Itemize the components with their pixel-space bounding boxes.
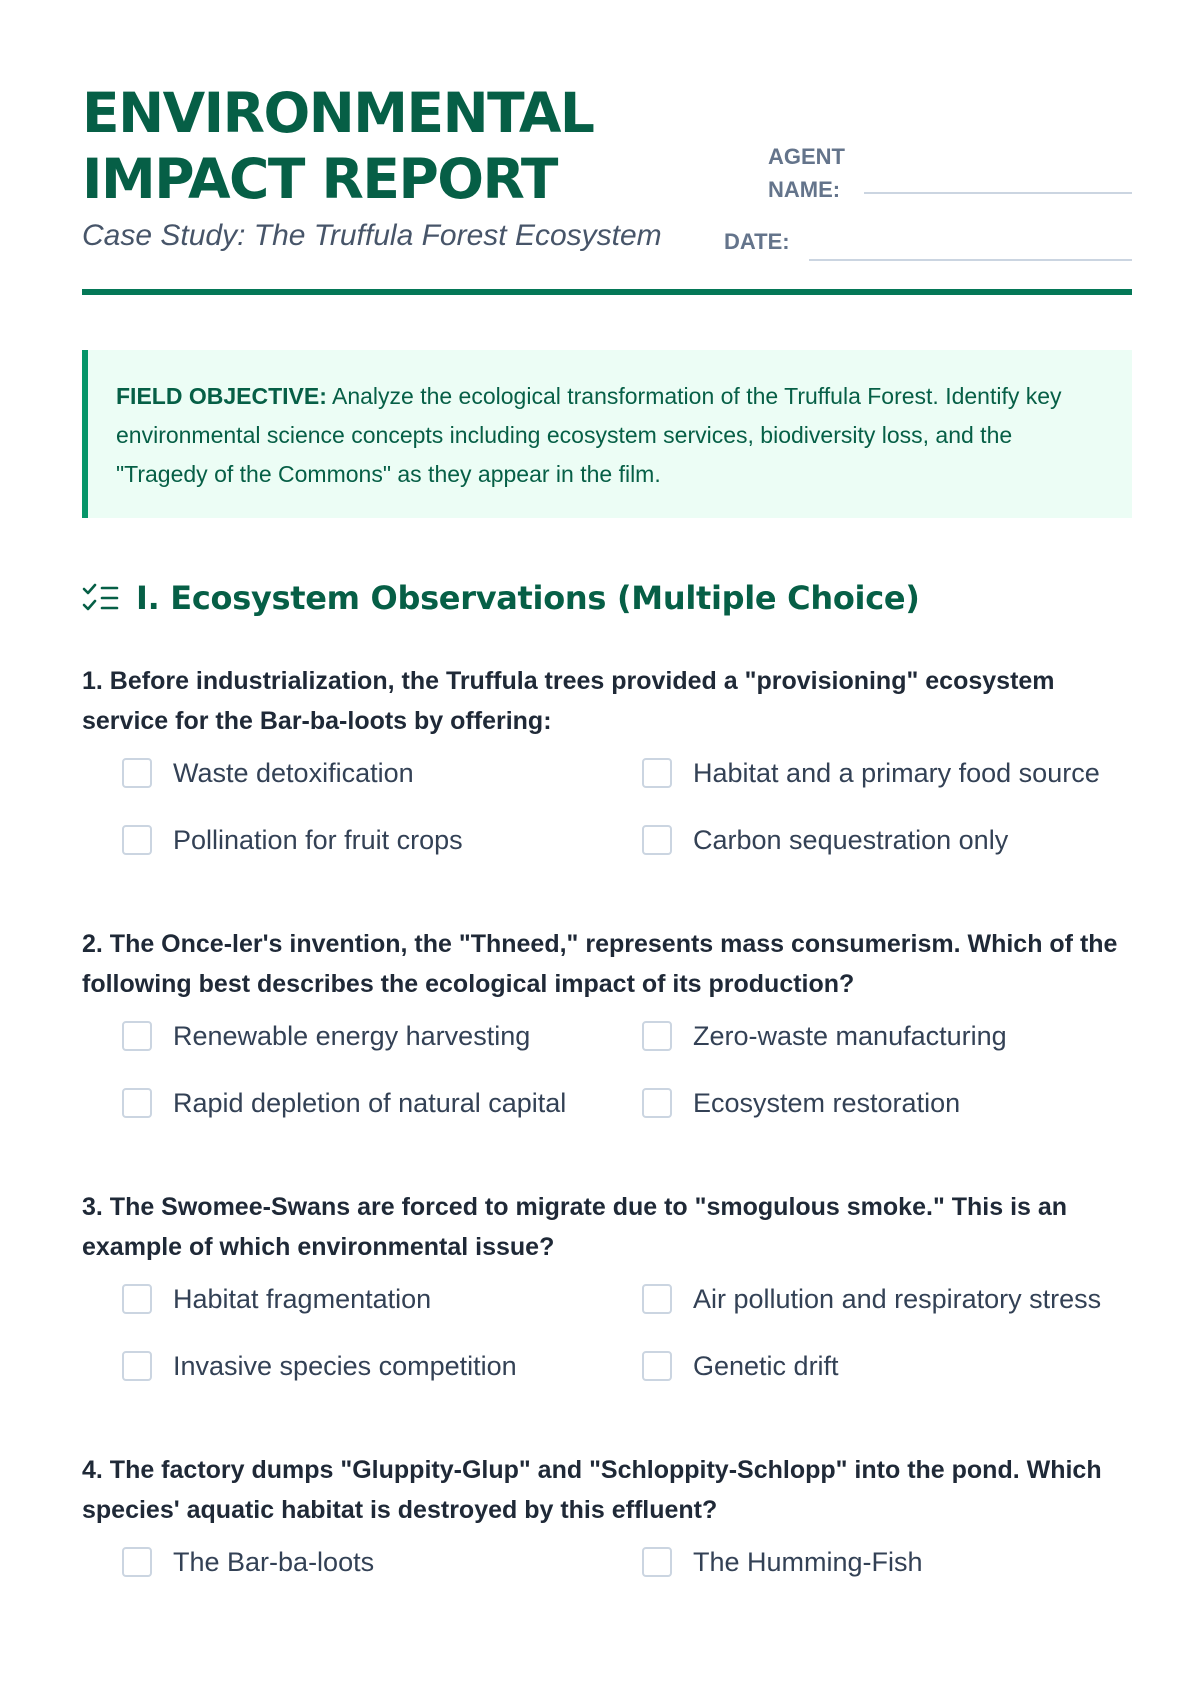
objective-text: Analyze the ecological transformation of the Truffula Forest. Identify key environmental science concepts including ecosystem services, biodiversity loss, and the "Tragedy of the Commons" as they appear in the film. bbox=[116, 383, 1062, 487]
checkbox[interactable] bbox=[122, 1284, 152, 1314]
option-label: Air pollution and respiratory stress bbox=[693, 1283, 1102, 1314]
option-label: Rapid depletion of natural capital bbox=[173, 1087, 567, 1118]
option-2a[interactable] bbox=[122, 1016, 530, 1056]
field-objective-box bbox=[82, 350, 1132, 518]
option-label: Zero-waste manufacturing bbox=[693, 1020, 1007, 1051]
checkbox[interactable] bbox=[642, 1351, 672, 1381]
option-label: Ecosystem restoration bbox=[693, 1087, 961, 1118]
agent-label-line-1: AGENT bbox=[768, 144, 845, 169]
option-3d[interactable] bbox=[642, 1346, 839, 1386]
option-1b[interactable] bbox=[642, 753, 1100, 793]
option-1a[interactable] bbox=[122, 753, 414, 793]
agent-name-field[interactable] bbox=[864, 192, 1132, 194]
objective-label: FIELD OBJECTIVE: bbox=[116, 383, 327, 409]
title-line-1: ENVIRONMENTAL bbox=[82, 81, 594, 145]
answer-options bbox=[82, 1279, 1142, 1419]
question-text: 2. The Once-ler's invention, the "Thneed," represents mass consumerism. Which of the following best describes the ecological impact of its production? bbox=[82, 930, 1118, 998]
option-3c[interactable] bbox=[122, 1346, 517, 1386]
option-2d[interactable] bbox=[642, 1083, 960, 1123]
report-title bbox=[82, 80, 593, 212]
checkbox[interactable] bbox=[122, 1021, 152, 1051]
option-label: The Bar-ba-loots bbox=[173, 1546, 375, 1577]
question-text: 3. The Swomee-Swans are forced to migrate due to "smogulous smoke." This is an example of which environmental issue? bbox=[82, 1193, 1068, 1261]
checkbox[interactable] bbox=[642, 1547, 672, 1577]
checkbox[interactable] bbox=[122, 758, 152, 788]
question-text: 4. The factory dumps "Gluppity-Glup" and "Schloppity-Schlopp" into the pond. Which species' aquatic habitat is destroyed by this effluent? bbox=[82, 1456, 1102, 1524]
checkbox[interactable] bbox=[642, 758, 672, 788]
option-1c[interactable] bbox=[122, 820, 463, 860]
option-3a[interactable] bbox=[122, 1279, 431, 1319]
header-divider bbox=[82, 289, 1132, 295]
option-label: The Humming-Fish bbox=[693, 1546, 923, 1577]
question-2 bbox=[82, 924, 1142, 1156]
checkbox[interactable] bbox=[122, 1088, 152, 1118]
agent-label-line-2: NAME: bbox=[768, 177, 841, 202]
question-4 bbox=[82, 1450, 1142, 1682]
section-title: I. Ecosystem Observations (Multiple Choice) bbox=[136, 579, 920, 617]
option-1d[interactable] bbox=[642, 820, 1008, 860]
date-field[interactable] bbox=[809, 259, 1132, 261]
answer-options bbox=[82, 753, 1142, 893]
option-label: Habitat and a primary food source bbox=[693, 757, 1100, 788]
checkbox[interactable] bbox=[642, 825, 672, 855]
option-label: Invasive species competition bbox=[173, 1350, 517, 1381]
option-label: Habitat fragmentation bbox=[173, 1283, 432, 1314]
option-label: Pollination for fruit crops bbox=[173, 824, 463, 855]
option-4a[interactable] bbox=[122, 1542, 374, 1582]
answer-options bbox=[82, 1542, 1142, 1682]
report-header bbox=[82, 0, 1132, 300]
option-label: Carbon sequestration only bbox=[693, 824, 1009, 855]
option-label: Renewable energy harvesting bbox=[173, 1020, 531, 1051]
checkbox[interactable] bbox=[642, 1021, 672, 1051]
question-1 bbox=[82, 661, 1142, 893]
checkbox[interactable] bbox=[642, 1284, 672, 1314]
option-label: Waste detoxification bbox=[173, 757, 414, 788]
option-2b[interactable] bbox=[642, 1016, 1007, 1056]
option-2c[interactable] bbox=[122, 1083, 566, 1123]
checklist-icon bbox=[82, 581, 120, 615]
checkbox[interactable] bbox=[122, 1547, 152, 1577]
checkbox[interactable] bbox=[122, 825, 152, 855]
question-3 bbox=[82, 1187, 1142, 1419]
question-text: 1. Before industrialization, the Truffula trees provided a "provisioning" ecosystem service for the Bar-ba-loots by offering: bbox=[82, 667, 1055, 735]
option-label: Genetic drift bbox=[693, 1350, 839, 1381]
option-4b[interactable] bbox=[642, 1542, 923, 1582]
agent-name-label bbox=[768, 140, 858, 206]
answer-options bbox=[82, 1016, 1142, 1156]
worksheet-page bbox=[82, 0, 1132, 1577]
option-3b[interactable] bbox=[642, 1279, 1101, 1319]
section-header bbox=[82, 573, 920, 623]
date-label: DATE: bbox=[724, 229, 790, 254]
case-study-subtitle: Case Study: The Truffula Forest Ecosystem bbox=[82, 219, 662, 252]
checkbox[interactable] bbox=[642, 1088, 672, 1118]
title-line-2: IMPACT REPORT bbox=[82, 147, 557, 211]
checkbox[interactable] bbox=[122, 1351, 152, 1381]
